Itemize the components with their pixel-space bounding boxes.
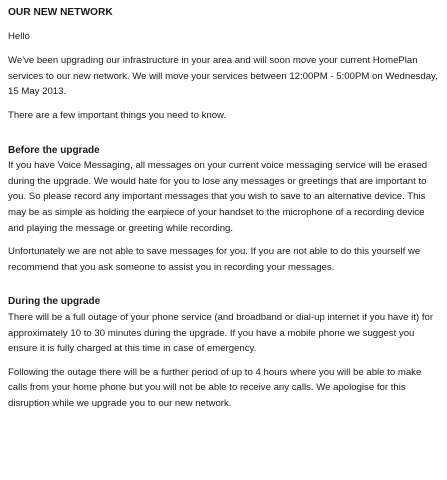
letter-title: OUR NEW NETWORK xyxy=(8,7,113,18)
voice-messaging-paragraph: If you have Voice Messaging, all messages on your current voice messaging service will be erased during the upgrade. We would hate for you to lose any messages or greetings that are important to you. So please record any important messages that you wish to save to an alternative device. This may be as simple as holding the earpiece of your handset to the microphone of a recording device and playing the message or greeting while recording. xyxy=(8,160,428,234)
follow-up-paragraph: Following the outage there will be a further period of up to 4 hours where you will be able to make calls from your home phone but you will not be able to receive any calls. We apologise for this disruption while we upgrade you to our new network. xyxy=(8,366,422,409)
save-messages-paragraph: Unfortunately we are not able to save messages for you. If you are not able to do this yourself we recommend that you ask someone to assist you in recording your messages. xyxy=(8,246,421,273)
during-upgrade-heading: During the upgrade xyxy=(8,296,101,308)
intro-paragraph: We've been upgrading our infrastructure in your area and will soon move your current HomePlan services to our new network. We will move your services between 12:00PM - 5:00PM on Wednesday, 15 May 2013. xyxy=(8,55,438,98)
before-upgrade-heading: Before the upgrade xyxy=(8,144,100,156)
greeting: Hello xyxy=(8,30,30,42)
outage-paragraph: There will be a full outage of your phone service (and broadband or dial-up internet if you have it) for approximately 10 to 30 minutes during the upgrade. If you have a mobile phone we suggest you ensure it is fully charged at this time in case of emergency. xyxy=(8,311,434,355)
important-things-line: There are a few important things you need to know. xyxy=(8,109,227,121)
